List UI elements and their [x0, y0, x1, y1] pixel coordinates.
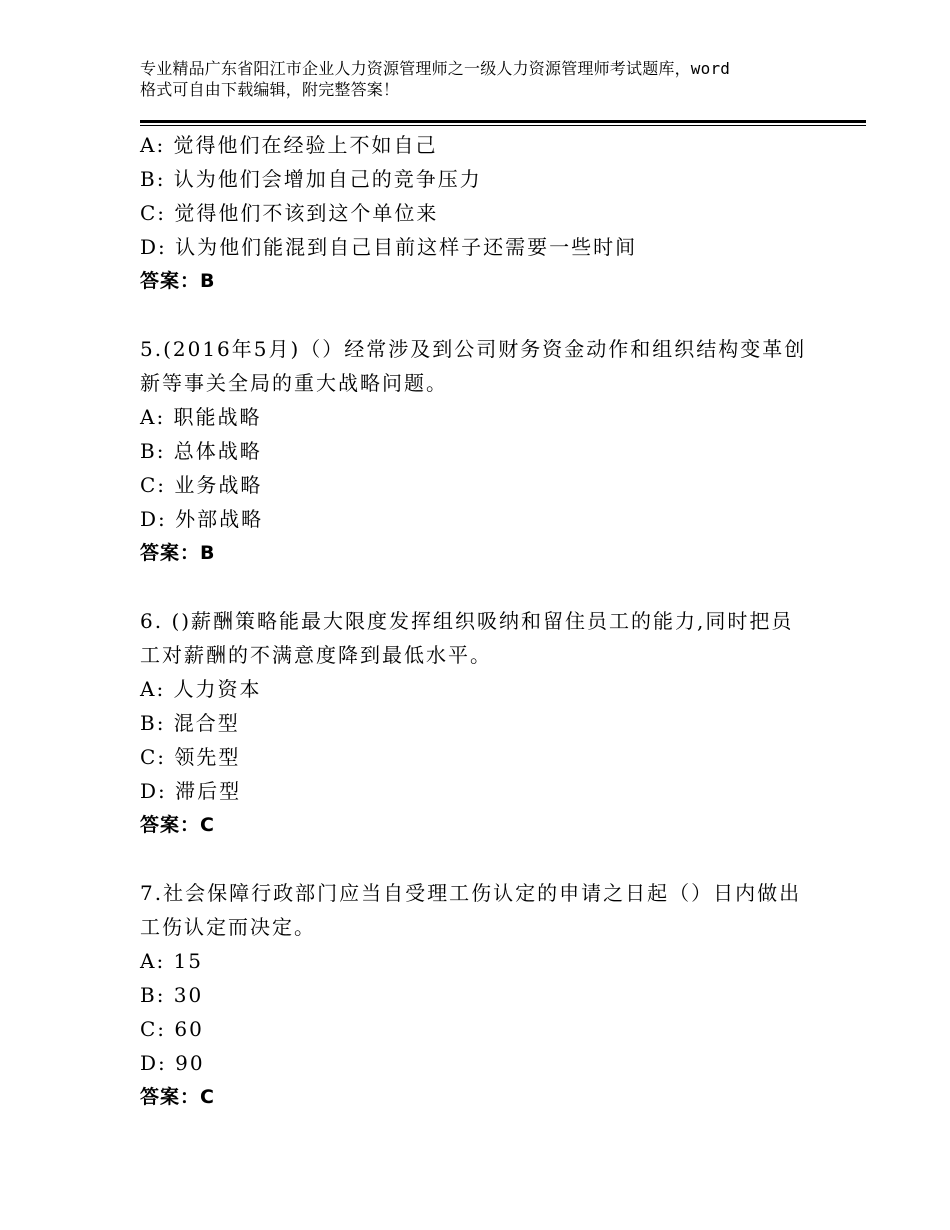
- answer: 答案：C: [140, 814, 215, 836]
- header-line-1: 专业精品广东省阳江市企业人力资源管理师之一级人力资源管理师考试题库，word: [140, 59, 731, 78]
- option-b: B: 30: [140, 983, 204, 1007]
- option-c: C: 60: [140, 1017, 204, 1041]
- answer: 答案：B: [140, 542, 216, 564]
- question-text-line-2: 工伤认定而决定。: [140, 915, 316, 939]
- answer: 答案：B: [140, 270, 216, 292]
- option-b: B: 总体战略: [140, 439, 262, 463]
- option-c: C: 觉得他们不该到这个单位来: [140, 201, 439, 225]
- header-line-2: 格式可自由下载编辑，附完整答案！: [140, 80, 400, 99]
- question-block-7: [140, 876, 820, 1114]
- option-d: D: 认为他们能混到自己目前这样子还需要一些时间: [140, 235, 638, 259]
- question-text-line-1: 5.(2016年5月)（）经常涉及到公司财务资金动作和组织结构变革创: [140, 337, 807, 361]
- option-a: A: 15: [140, 949, 203, 973]
- document-header: [140, 58, 840, 100]
- option-d: D: 90: [140, 1051, 205, 1075]
- option-b: B: 混合型: [140, 711, 240, 735]
- option-a: A: 人力资本: [140, 677, 262, 701]
- option-a: A: 职能战略: [140, 405, 262, 429]
- question-list: [140, 128, 820, 1114]
- answer: 答案：C: [140, 1086, 215, 1108]
- question-text-line-2: 新等事关全局的重大战略问题。: [140, 371, 448, 395]
- question-block-5: [140, 332, 820, 570]
- question-text-line-2: 工对薪酬的不满意度降到最低水平。: [140, 643, 492, 667]
- option-d: D: 滞后型: [140, 779, 242, 803]
- header-divider: [140, 120, 866, 123]
- question-text-line-1: 6. ()薪酬策略能最大限度发挥组织吸纳和留住员工的能力,同时把员: [140, 609, 794, 633]
- option-b: B: 认为他们会增加自己的竞争压力: [140, 167, 482, 191]
- question-text-line-1: 7.社会保障行政部门应当自受理工伤认定的申请之日起（）日内做出: [140, 881, 802, 905]
- question-block-4: [140, 128, 820, 298]
- header-divider-thin: [140, 125, 866, 126]
- option-a: A: 觉得他们在经验上不如自己: [140, 133, 438, 157]
- option-d: D: 外部战略: [140, 507, 264, 531]
- option-c: C: 业务战略: [140, 473, 263, 497]
- question-block-6: [140, 604, 820, 842]
- option-c: C: 领先型: [140, 745, 241, 769]
